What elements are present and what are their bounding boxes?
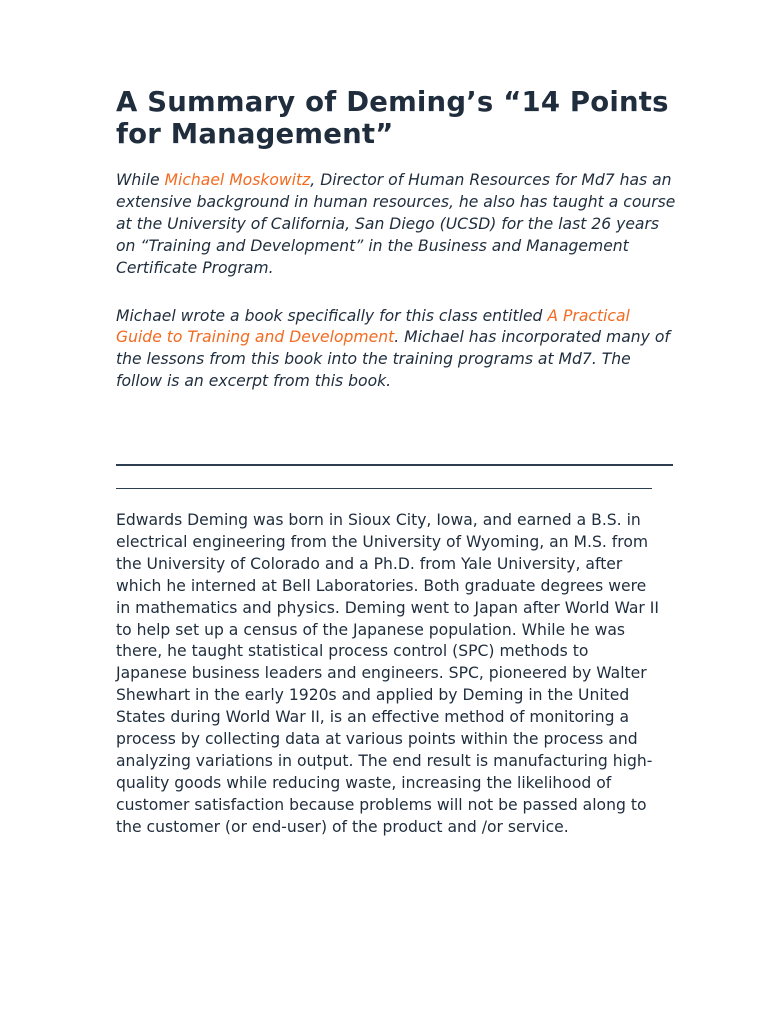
intro-paragraph-2 (116, 306, 676, 394)
article-title: A Summary of Deming’s “14 Points for Management” (116, 86, 669, 150)
intro-1-text-before: While (116, 171, 165, 189)
divider-thick (116, 464, 673, 466)
article (116, 86, 676, 836)
divider-thin (116, 488, 652, 489)
intro-2-text-after: . Michael has incorporated many of the lessons from this book into the training programs at Md7. The follow is an excerpt from this book. (116, 328, 670, 391)
intro-2-text-before: Michael wrote a book specifically for this class entitled (116, 306, 548, 325)
body-paragraph: Edwards Deming was born in Sioux City, Iowa, and earned a B.S. in electrical engineering from the University of Wyoming, an M.S. from the University of Colorado and a Ph.D. from Yale University, after which he interned at Bell Laboratories. Both graduate degrees were in mathematics and physics. Deming went to Japan after World War II to help set up a census of the Japanese population. While he was there, he taught statistical process control (SPC) methods to Japanese business leaders and engineers. SPC, pioneered by Walter Shewhart in the early 1920s and applied by Deming in the United States during World War II, is an effective method of monitoring a process by collecting data at various points within the process and analyzing variations in output. The end result is manufacturing high-quality goods while reducing waste, increasing the likelihood of customer satisfaction because problems will not be passed along to the customer (or end-user) of the product and /or service. (116, 511, 659, 836)
intro-paragraph-1 (116, 170, 676, 280)
author-link[interactable]: Michael Moskowitz (164, 171, 311, 189)
intro-1-text-after: , Director of Human Resources for Md7 has an extensive background in human resources, he also has taught a course at the University of California, San Diego (UCSD) for the last 26 years on “Training and Development” in the Business and Management Certificate Program. (116, 171, 676, 277)
book-link[interactable]: A Practical Guide to Training and Development (116, 306, 630, 347)
